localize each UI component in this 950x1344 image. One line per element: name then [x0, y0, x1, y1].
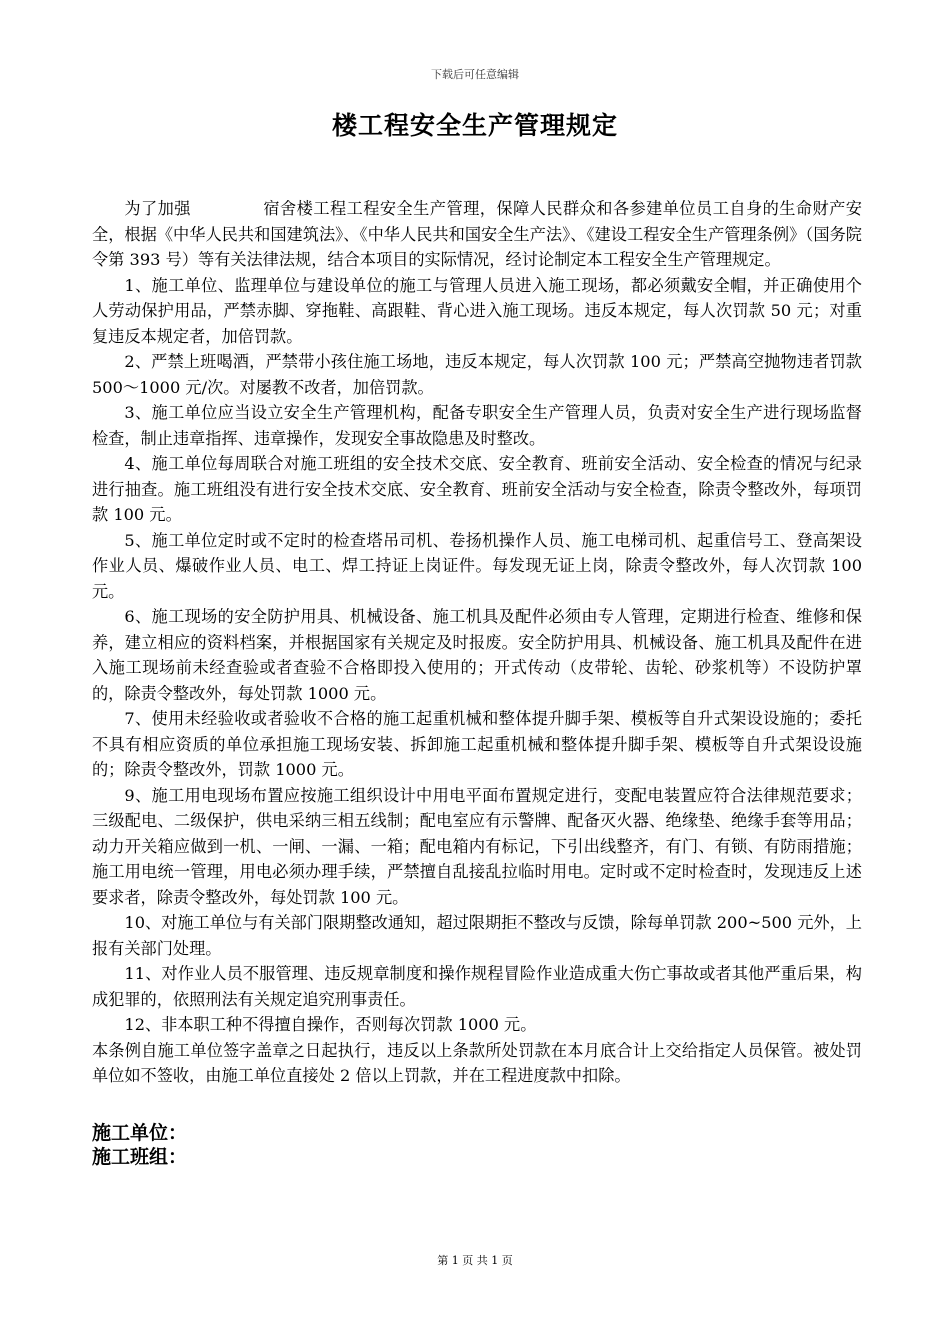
page-footer: 第 1 页 共 1 页: [437, 1254, 513, 1267]
clause-11: 11、对作业人员不服管理、违反规章制度和操作规程冒险作业造成重大伤亡事故或者其他严重后果，构成犯罪的，依照刑法有关规定追究刑事责任。: [92, 964, 862, 1009]
signature-unit: 施工单位：: [92, 1122, 188, 1144]
clause-7: 7、使用未经验收或者验收不合格的施工起重机械和整体提升脚手架、模板等自升式架设设施的；委托不具有相应资质的单位承担施工现场安装、拆卸施工起重机械和整体提升脚手架、模板等自升式架设设施的；除责令整改外，罚款 1000 元。: [92, 709, 862, 779]
document-body: [92, 196, 862, 1089]
signature-team: 施工班组：: [92, 1146, 188, 1168]
closing-paragraph: 本条例自施工单位签字盖章之日起执行，违反以上条款所处罚款在本月底合计上交给指定人员保管。被处罚单位如不签收，由施工单位直接处 2 倍以上罚款，并在工程进度款中扣除。: [92, 1040, 862, 1085]
header-note: 下载后可任意编辑: [431, 68, 519, 81]
clause-1: 1、施工单位、监理单位与建设单位的施工与管理人员进入施工现场，都必须戴安全帽，并正确使用个人劳动保护用品，严禁赤脚、穿拖鞋、高跟鞋、背心进入施工现场。违反本规定，每人次罚款 50 元；对重复违反本规定者，加倍罚款。: [92, 275, 862, 346]
clause-10: 10、对施工单位与有关部门限期整改通知，超过限期拒不整改与反馈，除每单罚款 200~500 元外，上报有关部门处理。: [92, 913, 862, 958]
clause-6: 6、施工现场的安全防护用具、机械设备、施工机具及配件必须由专人管理，定期进行检查、维修和保养，建立相应的资料档案，并根据国家有关规定及时报废。安全防护用具、机械设备、施工机具及配件在进入施工现场前未经查验或者查验不合格即投入使用的；开式传动（皮带轮、齿轮、砂浆机等）不设防护罩的，除责令整改外，每处罚款 1000 元。: [92, 607, 862, 703]
clause-12: 12、非本职工种不得擅自操作，否则每次罚款 1000 元。: [124, 1015, 537, 1034]
document-title: 楼工程安全生产管理规定: [331, 111, 618, 140]
clause-9: 9、施工用电现场布置应按施工组织设计中用电平面布置规定进行，变配电装置应符合法律规范要求；三级配电、二级保护，供电采纳三相五线制；配电室应有示警牌、配备灭火器、绝缘垫、绝缘手套等用品；动力开关箱应做到一机、一闸、一漏、一箱；配电箱内有标记，下引出线整齐，有门、有锁、有防雨措施；施工用电统一管理，用电必须办理手续，严禁擅自乱接乱拉临时用电。定时或不定时检查时，发现违反上述要求者，除责令整改外，每处罚款 100 元。: [92, 785, 862, 907]
clause-4: 4、施工单位每周联合对施工班组的安全技术交底、安全教育、班前安全活动、安全检查的情况与纪录进行抽查。施工班组没有进行安全技术交底、安全教育、班前安全活动与安全检查，除责令整改外，每项罚款 100 元。: [92, 454, 862, 524]
clause-3: 3、施工单位应当设立安全生产管理机构，配备专职安全生产管理人员，负责对安全生产进行现场监督检查，制止违章指挥、违章操作，发现安全事故隐患及时整改。: [92, 403, 862, 448]
clause-5: 5、施工单位定时或不定时的检查塔吊司机、卷扬机操作人员、施工电梯司机、起重信号工、登高架设作业人员、爆破作业人员、电工、焊工持证上岗证件。每发现无证上岗，除责令整改外，每人次罚款 100 元。: [92, 530, 862, 601]
clause-2: 2、严禁上班喝酒，严禁带小孩住施工场地，违反本规定，每人次罚款 100 元；严禁高空抛物违者罚款 500～1000 元/次。对屡教不改者，加倍罚款。: [92, 352, 862, 397]
intro-rest: 宿舍楼工程工程安全生产管理，保障人民群众和各参建单位员工自身的生命财产安全，根据《中华人民共和国建筑法》、《中华人民共和国安全生产法》、《建设工程安全生产管理条例》（国务院令第 393 号）等有关法律法规，结合本项目的实际情况，经讨论制定本工程安全生产管理规定。: [92, 199, 862, 269]
intro-paragraph: [92, 196, 862, 273]
intro-lead: 为了加强: [124, 199, 191, 218]
